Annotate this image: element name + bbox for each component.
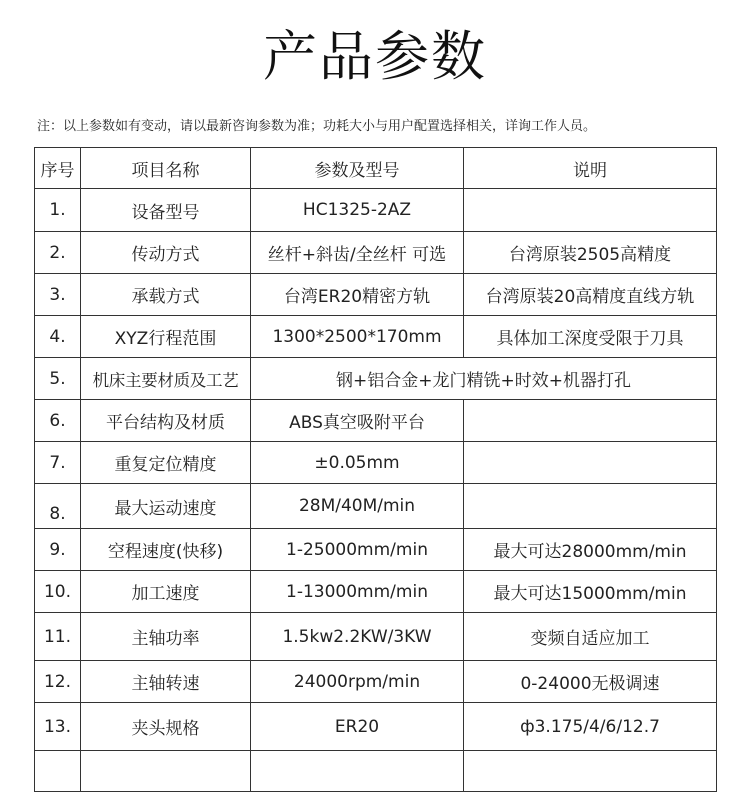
- row-item: 设备型号: [81, 189, 251, 232]
- row-desc: [464, 442, 717, 484]
- row-number: 3.: [35, 274, 81, 316]
- row-desc: [464, 751, 717, 792]
- row-number: 2.: [35, 232, 81, 274]
- table-row: [35, 232, 717, 274]
- row-item: 承载方式: [81, 274, 251, 316]
- table-row: [35, 703, 717, 751]
- row-item: 最大运动速度: [81, 484, 251, 529]
- row-desc: [464, 189, 717, 232]
- row-item: 平台结构及材质: [81, 400, 251, 442]
- page-title: 产品参数: [263, 25, 487, 88]
- row-desc: [464, 484, 717, 529]
- row-param: 1.5kw2.2KW/3KW: [251, 613, 464, 661]
- row-desc: 0-24000无极调速: [464, 661, 717, 703]
- row-number: [35, 751, 81, 792]
- row-number: 9.: [35, 529, 81, 571]
- row-desc: 台湾原装2505高精度: [464, 232, 717, 274]
- row-desc: 最大可达28000mm/min: [464, 529, 717, 571]
- row-param: HC1325-2AZ: [251, 189, 464, 232]
- table-row: [35, 358, 717, 400]
- header-row: [35, 148, 717, 189]
- row-item: 主轴转速: [81, 661, 251, 703]
- table-row: [35, 484, 717, 529]
- table-row: [35, 529, 717, 571]
- header-no: 序号: [35, 148, 81, 189]
- table-row: [35, 661, 717, 703]
- table-row: [35, 613, 717, 661]
- header-item: 项目名称: [81, 148, 251, 189]
- row-number: 12.: [35, 661, 81, 703]
- row-param: ER20: [251, 703, 464, 751]
- row-number: 5.: [35, 358, 81, 400]
- table-header: [35, 148, 717, 189]
- row-item: 机床主要材质及工艺: [81, 358, 251, 400]
- row-number: 6.: [35, 400, 81, 442]
- table-body: [35, 189, 717, 792]
- row-number: 7.: [35, 442, 81, 484]
- product-parameters-table: [34, 147, 717, 792]
- row-merged-value: 钢+铝合金+龙门精铣+时效+机器打孔: [251, 358, 717, 400]
- row-item: 空程速度(快移): [81, 529, 251, 571]
- header-param: 参数及型号: [251, 148, 464, 189]
- row-param: [251, 751, 464, 792]
- table-row: [35, 400, 717, 442]
- row-param: 24000rpm/min: [251, 661, 464, 703]
- row-param: 28M/40M/min: [251, 484, 464, 529]
- row-item: 主轴功率: [81, 613, 251, 661]
- row-param: 丝杆+斜齿/全丝杆 可选: [251, 232, 464, 274]
- row-param: 台湾ER20精密方轨: [251, 274, 464, 316]
- row-item: XYZ行程范围: [81, 316, 251, 358]
- table-row: [35, 189, 717, 232]
- table-row-partial: [35, 751, 717, 792]
- table-row: [35, 316, 717, 358]
- row-item: 重复定位精度: [81, 442, 251, 484]
- row-number: 1.: [35, 189, 81, 232]
- table-row: [35, 274, 717, 316]
- header-desc: 说明: [464, 148, 717, 189]
- row-param: 1300*2500*170mm: [251, 316, 464, 358]
- row-desc: ф3.175/4/6/12.7: [464, 703, 717, 751]
- disclaimer-note: 注：以上参数如有变动，请以最新咨询参数为准；功耗大小与用户配置选择相关，详询工作人员。: [37, 119, 597, 134]
- row-number: 8.: [35, 484, 81, 529]
- table-row: [35, 442, 717, 484]
- row-param: ±0.05mm: [251, 442, 464, 484]
- row-item: 夹头规格: [81, 703, 251, 751]
- row-desc: [464, 400, 717, 442]
- row-param: ABS真空吸附平台: [251, 400, 464, 442]
- row-desc: 台湾原装20高精度直线方轨: [464, 274, 717, 316]
- row-desc: 变频自适应加工: [464, 613, 717, 661]
- table-row: [35, 571, 717, 613]
- row-number: 13.: [35, 703, 81, 751]
- row-number: 11.: [35, 613, 81, 661]
- row-item: 加工速度: [81, 571, 251, 613]
- row-desc: 最大可达15000mm/min: [464, 571, 717, 613]
- row-param: 1-25000mm/min: [251, 529, 464, 571]
- row-number: 10.: [35, 571, 81, 613]
- row-item: [81, 751, 251, 792]
- row-number: 4.: [35, 316, 81, 358]
- row-desc: 具体加工深度受限于刀具: [464, 316, 717, 358]
- row-param: 1-13000mm/min: [251, 571, 464, 613]
- row-item: 传动方式: [81, 232, 251, 274]
